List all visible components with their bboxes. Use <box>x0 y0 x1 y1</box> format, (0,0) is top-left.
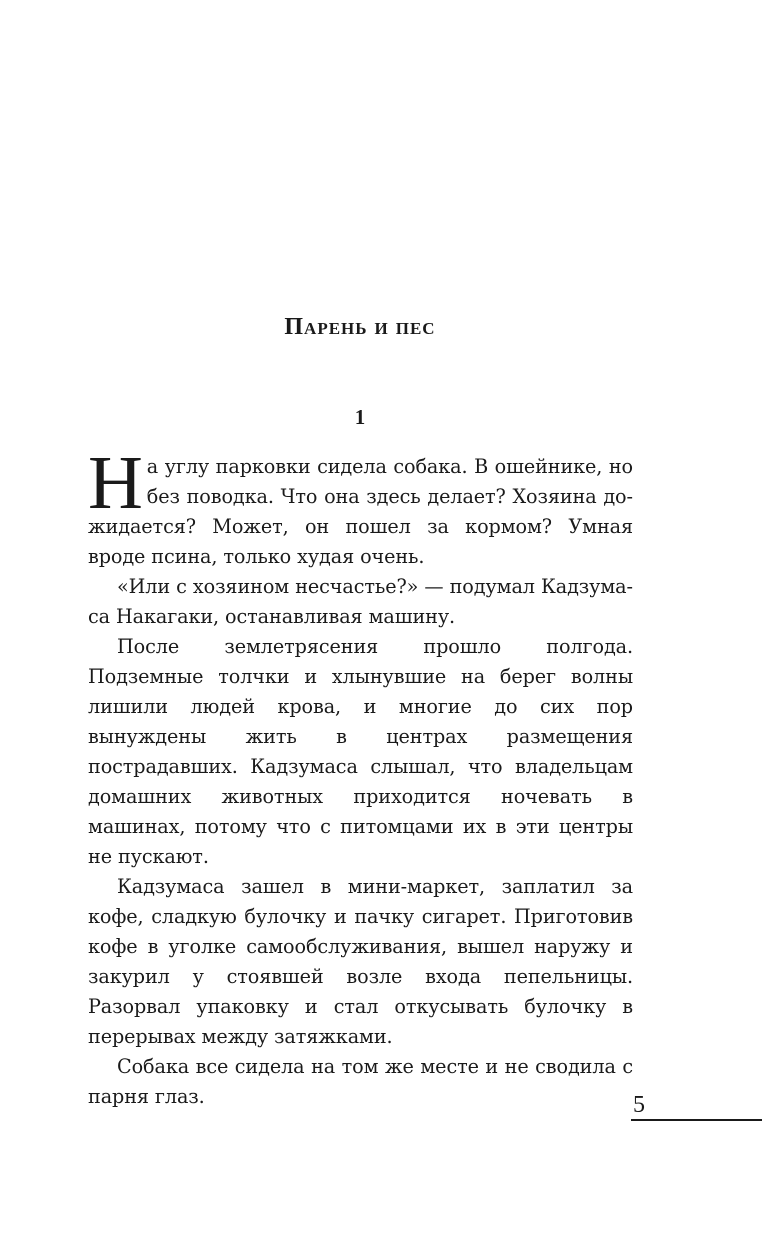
section-number: 1 <box>354 405 366 429</box>
chapter-title: Парень и пес <box>284 314 436 340</box>
paragraph-4: Кадзумаса зашел в мини-маркет, заплатил за кофе, сладкую булочку и пачку сигарет. Приготовив кофе в уголке самообслуживания, вышел наружу и закурил у стоявшей возле входа пепельницы. Разорвал упаковку и стал откусывать булочку в перерывах между затяжками. <box>88 875 633 1048</box>
footer-rule <box>631 1119 762 1121</box>
paragraph-3: После землетрясения прошло полгода. Подземные толчки и хлынувшие на берег волны лишили людей крова, и многие до сих пор вынуждены жить в центрах размещения пострадавших. Кадзумаса слышал, что владельцам домашних животных приходится ночевать в машинах, потому что с питомцами их в эти центры не пускают. <box>88 635 633 868</box>
page-number: 5 <box>633 1092 645 1118</box>
paragraph-1 <box>88 441 633 572</box>
drop-cap: Н <box>88 441 143 525</box>
body-text <box>88 441 633 1112</box>
paragraph-1-text: а углу парковки сидела собака. В ошейнике, но без поводка. Что она здесь делает? Хозяина дожидается? Может, он пошел за кормом? Умная вроде псина, только худая очень. <box>88 455 633 568</box>
paragraph-5: Собака все сидела на том же месте и не сводила с парня глаз. <box>88 1055 633 1108</box>
paragraph-2: «Или с хозяином несчастье?» — подумал Кадзумаса Накагаки, останавливая машину. <box>88 575 633 628</box>
